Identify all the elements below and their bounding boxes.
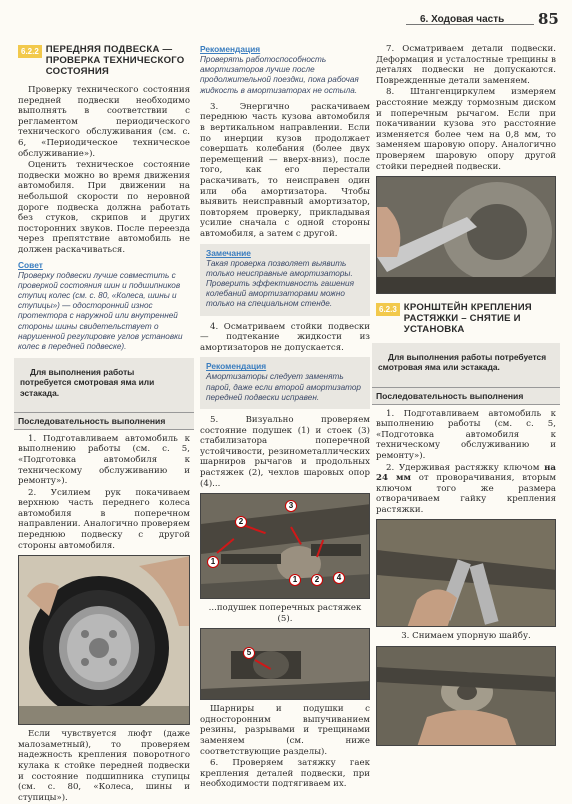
recommendation-box-2 xyxy=(200,357,370,409)
wheel-photo xyxy=(18,555,190,725)
callout-4: 4 xyxy=(333,572,345,584)
column-left xyxy=(18,44,190,804)
caliper-photo xyxy=(376,176,556,294)
section-number: 6.2.3 xyxy=(376,303,400,316)
remark-text: Такая проверка позволяет выявить только неисправные амортизаторы. Проверить эффективность гашения колебаний амортизаторами можно только на специальном стенде. xyxy=(206,258,354,309)
washer-photo xyxy=(376,646,556,746)
suspension-photo-2 xyxy=(200,628,370,700)
step: 6. Проверяем затяжку гаек крепления деталей подвески, при необходимости подтягиваем их. xyxy=(200,758,370,790)
wheel-image xyxy=(19,556,190,725)
step-text: от проворачивания, вторым ключом того же размера отворачиваем гайку крепления растяжки. xyxy=(376,473,557,515)
tip-box xyxy=(18,260,190,353)
column-middle xyxy=(200,44,370,791)
recommendation-text: Проверять работоспособность амортизаторов лучше после продолжительной поездки, пока рабочая жидкость в амортизаторах не остыла. xyxy=(200,55,359,95)
requirements-box xyxy=(14,358,194,412)
page-header xyxy=(0,10,572,38)
paragraph: Оценить техническое состояние подвески можно во время движения автомобиля. При движении на небольшой скорости по неровной дороге подвеска должна работать без стуков, скрипов и других посторонних звуков. После переезда через препятствие автомобиль не должен раскачиваться. xyxy=(18,160,190,255)
remark-box xyxy=(200,244,370,316)
washer-image xyxy=(377,647,556,746)
requirements-text: Для выполнения работы потребуется смотровая яма или эстакада. xyxy=(20,367,155,398)
suspension-photo-1 xyxy=(200,493,370,599)
wrench-size: на 24 мм xyxy=(376,462,556,484)
callout-2b: 2 xyxy=(311,574,323,586)
step: 7. Осматриваем детали подвески. Деформация и усталостные трещины в деталях подвески не допускаются. Поврежденные детали заменяем. xyxy=(376,44,556,86)
callout-3: 3 xyxy=(285,500,297,512)
paragraph: Если чувствуется люфт (даже малозаметный), то проверяем надежность крепления поворотного кулака к стойке передней подвески и состояние подшипника ступицы (см. с. 80, «Колеса, шины и ступицы»). xyxy=(18,729,190,803)
section-title: КРОНШТЕЙН КРЕПЛЕНИЯ РАСТЯЖКИ – СНЯТИЕ И УСТАНОВКА xyxy=(403,302,532,336)
suspension-image-2 xyxy=(201,629,370,700)
recommendation-label: Рекомендация xyxy=(200,44,261,54)
recommendation-text: Амортизаторы следует заменять парой, даже если второй амортизатор передней подвески исправен. xyxy=(206,372,361,402)
tip-label: Совет xyxy=(18,259,43,270)
column-right xyxy=(376,44,556,750)
remark-label: Замечание xyxy=(206,247,251,258)
step-text: 2. Удерживая растяжку ключом xyxy=(386,462,545,473)
paragraph: Шарниры и подушки с односторонним выпучиванием резины, разрывами и трещинами заменяем (см. ниже соответствующие разделы). xyxy=(200,704,370,757)
callout-5: 5 xyxy=(243,647,255,659)
caliper-image xyxy=(377,177,556,294)
requirements-text: Для выполнения работы потребуется смотровая яма или эстакада. xyxy=(378,352,547,373)
step: 1. Подготавливаем автомобиль к выполнению работы (см. с. 5, «Подготовка автомобиля к техническому обслуживанию и ремонту»). xyxy=(376,408,556,461)
requirements-box xyxy=(372,343,560,386)
chapter-title: 6. Ходовая часть xyxy=(420,14,505,25)
tip-text: Проверку подвески лучше совместить с проверкой состояния шин и подшипников ступиц колес (см. с. 80, «Колеса, шины и ступицы») — одосторонний износ протектора с наружной или внутренней стороны шины свидетельствует о нарушенной регулировке углов установки колес в передней подвеске). xyxy=(18,270,183,351)
step: 3. Энергично раскачиваем переднюю часть кузова автомобиля в вертикальном направлении. Если по инерции кузов продолжает совершать колебания (более двух перемещений — вверх-вниз), после того, как его перестали раскачивать, то неисправен один или оба амортизатора. Чтобы выявить неисправный амортизатор, повторяем проверку, прикладывая усилие сначала с одной стороны автомобиля, а затем с другой. xyxy=(200,101,370,239)
section-heading xyxy=(376,302,556,335)
sequence-heading: Последовательность выполнения xyxy=(14,412,194,430)
recommendation-label: Рекомендация xyxy=(206,361,267,372)
step: 1. Подготавливаем автомобиль к выполнению работы (см. с. 5, «Подготовка автомобиля к техническому обслуживанию и ремонту»). xyxy=(18,433,190,487)
photo-caption: 3. Снимаем упорную шайбу. xyxy=(401,631,531,642)
callout-1b: 1 xyxy=(289,574,301,586)
step: 4. Осматриваем стойки подвески — подтекание жидкости из амортизаторов не допускается. xyxy=(200,321,370,353)
section-heading xyxy=(18,44,190,77)
sequence-heading: Последовательность выполнения xyxy=(372,387,560,405)
paragraph: Проверку технического состояния передней подвески необходимо выполнять в соответствии с регламентом периодического технического обслуживания (см. с. 6, «Периодическое техническое обслуживание»). xyxy=(18,85,190,159)
photo-caption: ...подушек поперечных растяжек (5). xyxy=(208,603,362,624)
wrench-image xyxy=(377,520,556,627)
callout-2: 2 xyxy=(235,516,247,528)
page-number: 85 xyxy=(538,10,559,28)
step: 8. Штангенциркулем измеряем расстояние между тормозным диском и поперечным рычагом. Если при покачивании кузова это расстояние изменяется более чем на 0,8 мм, то заменяем шаровую опору. Аналогично проверяем шаровую опору другой стойки передней подвески. xyxy=(376,87,556,172)
wrench-photo xyxy=(376,519,556,627)
recommendation-box xyxy=(200,44,370,96)
step: 2. Усилием рук покачиваем верхнюю часть переднего колеса автомобиля в поперечном направлении. Аналогично проверяем переднюю подвеску с другой стороны автомобиля. xyxy=(18,487,190,551)
section-title: ПЕРЕДНЯЯ ПОДВЕСКА — ПРОВЕРКА ТЕХНИЧЕСКОГО СОСТОЯНИЯ xyxy=(45,44,185,77)
callout-1: 1 xyxy=(207,556,219,568)
step: 5. Визуально проверяем состояние подушек (1) и стоек (3) стабилизатора поперечной устойчивости, резинометаллических шарниров рычагов и продольных растяжек (2), чехлов шаровых опор (4)... xyxy=(200,414,370,489)
section-number: 6.2.2 xyxy=(18,45,42,58)
step xyxy=(376,463,556,516)
